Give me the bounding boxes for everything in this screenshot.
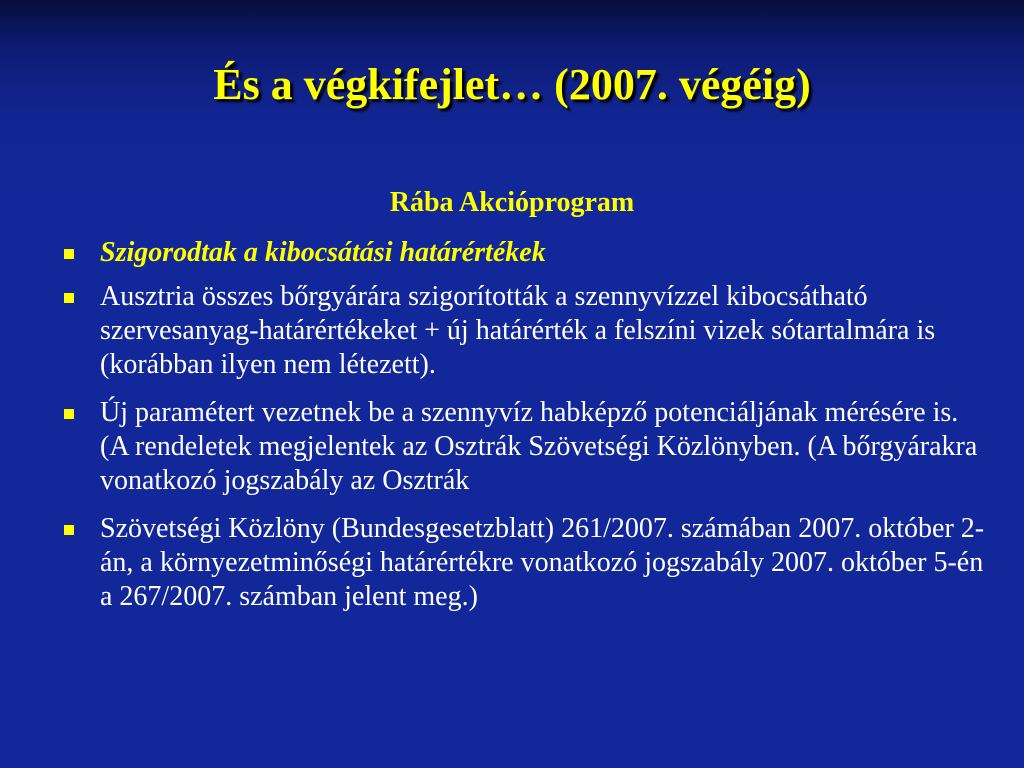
bullet-text: Szövetségi Közlöny (Bundesgesetzblatt) 261/2007. számában 2007. október 2-án, a környezetminőségi határértékre vonatkozó jogszabály 2007. október 5-én a 267/2007. számban jelent meg.) <box>100 513 985 612</box>
bullet-text: Új paramétert vezetnek be a szennyvíz habképző potenciáljának mérésére is. (A rendeletek megjelentek az Osztrák Szövetségi Közlönyben. (A bőrgyárakra vonatkozó jogszabály az Osztrák <box>100 397 978 496</box>
square-bullet-icon <box>64 409 74 419</box>
bullet-item-austria-tanneries <box>60 280 990 382</box>
bullet-text: Ausztria összes bőrgyárára szigorították a szennyvízzel kibocsátható szervesanyag-határértékeket + új határérték a felszíni vizek sótartalmára is (korábban ilyen nem létezett). <box>100 281 936 380</box>
square-bullet-icon <box>64 293 74 303</box>
bullet-text: Szigorodtak a kibocsátási határértékek <box>100 237 546 268</box>
bullet-item-emission-limits <box>60 236 990 270</box>
slide-title: És a végkifejlet… (2007. végéig) <box>213 60 811 109</box>
bullet-list <box>60 236 990 628</box>
bullet-item-new-parameter <box>60 396 990 498</box>
square-bullet-icon <box>64 525 74 535</box>
square-bullet-icon <box>64 249 74 259</box>
slide-subtitle: Rába Akcióprogram <box>389 187 635 218</box>
bullet-item-federal-gazette <box>60 512 990 614</box>
